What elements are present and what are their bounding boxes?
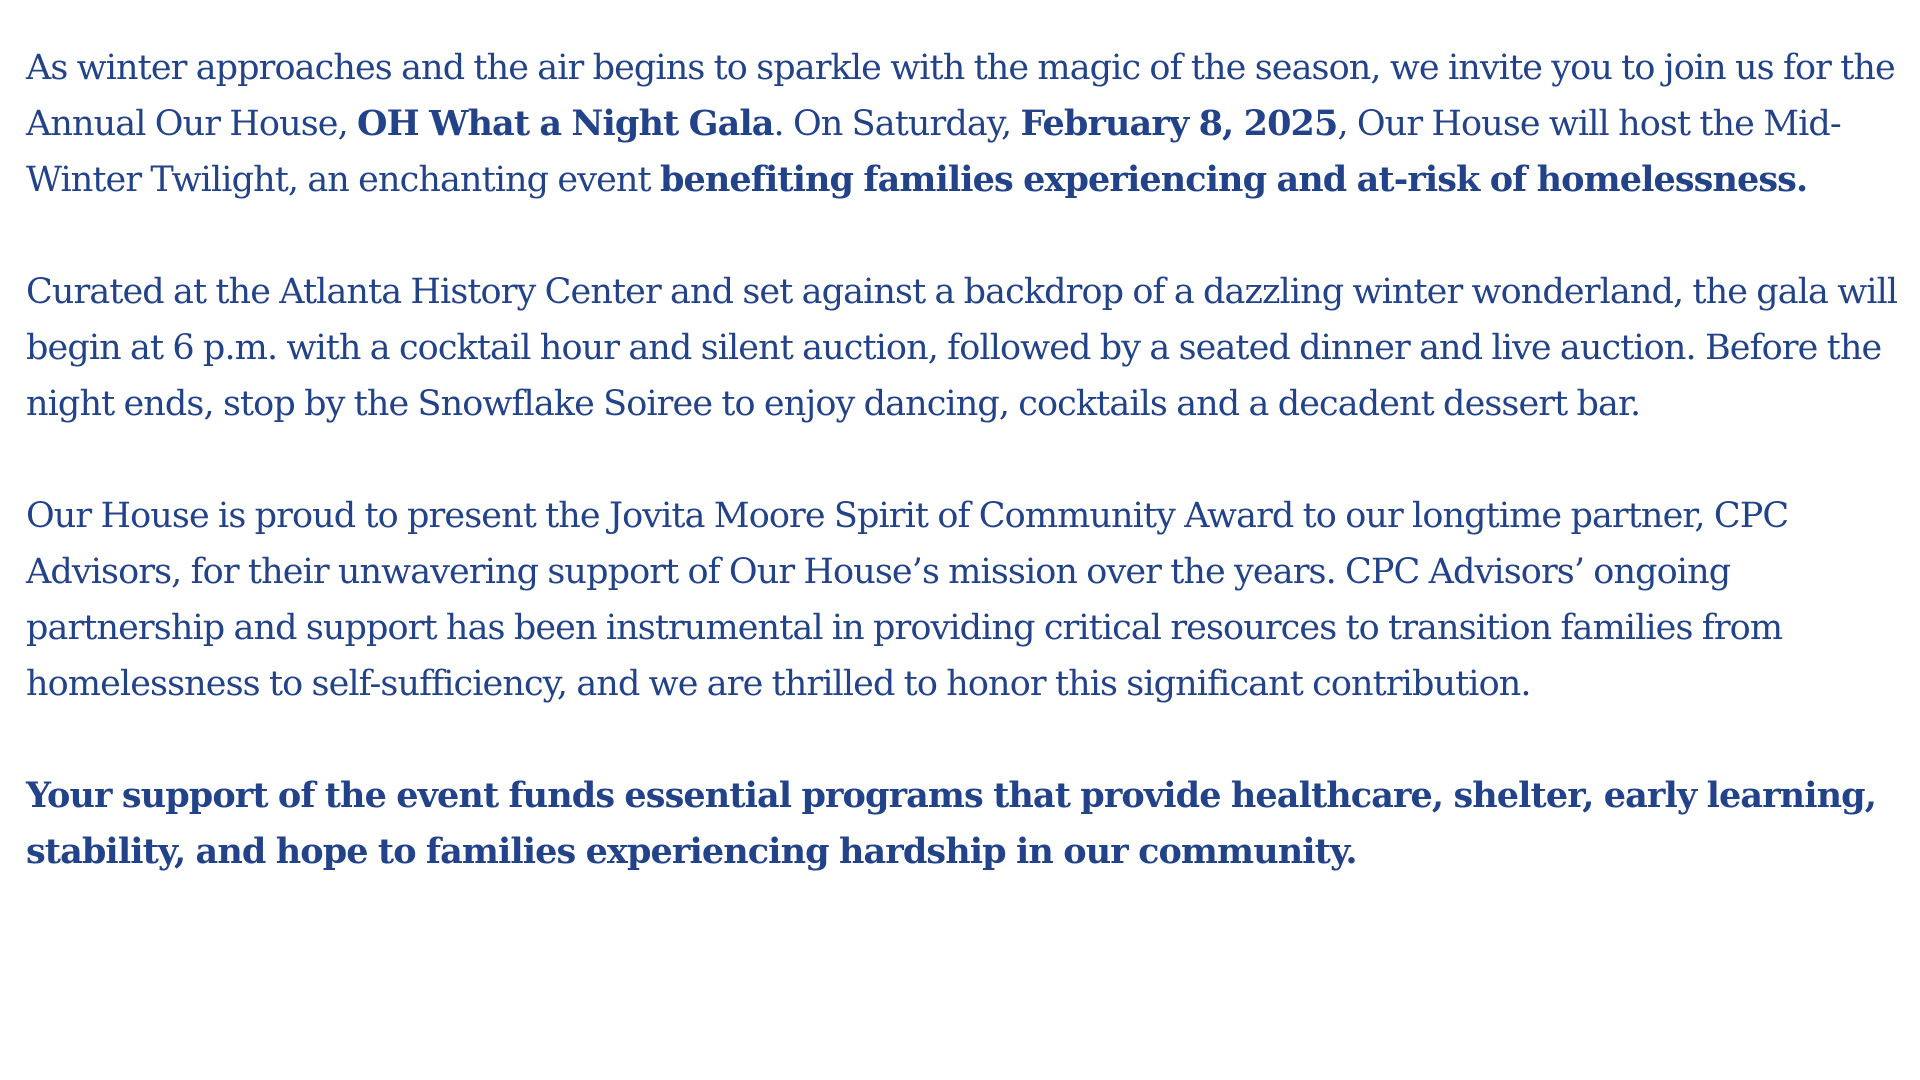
intro-text-1: As winter approaches and the air begins to sparkle with the magic of the season, we invite you to join us for the Annual Our House, (26, 48, 1895, 144)
intro-paragraph (26, 40, 1900, 208)
support-callout: Your support of the event funds essential programs that provide healthcare, shelter, early learning, stability, and hope to families experiencing hardship in our community. (26, 775, 1876, 872)
intro-text-3: , Our House will host the Mid-Winter Twilight, an enchanting event (26, 104, 1841, 200)
award-paragraph: Our House is proud to present the Jovita Moore Spirit of Community Award to our longtime partner, CPC Advisors, for their unwavering support of Our House’s mission over the years. CPC Advisors’ ongoing partnership and support has been instrumental in providing critical resources to transition families from homelessness to self-sufficiency, and we are thrilled to honor this significant contribution. (26, 496, 1789, 704)
beneficiary-statement: benefiting families experiencing and at-risk of homelessness. (659, 159, 1808, 200)
paragraph-spacer (26, 712, 1900, 768)
gala-name: OH What a Night Gala (357, 103, 774, 144)
event-date: February 8, 2025 (1020, 103, 1338, 144)
venue-paragraph: Curated at the Atlanta History Center and set against a backdrop of a dazzling winter wonderland, the gala will begin at 6 p.m. with a cocktail hour and silent auction, followed by a seated dinner and live auction. Before the night ends, stop by the Snowflake Soiree to enjoy dancing, cocktails and a decadent dessert bar. (26, 272, 1898, 424)
paragraph-spacer (26, 432, 1900, 488)
paragraph-spacer (26, 208, 1900, 264)
intro-text-2: . On Saturday, (773, 104, 1021, 144)
